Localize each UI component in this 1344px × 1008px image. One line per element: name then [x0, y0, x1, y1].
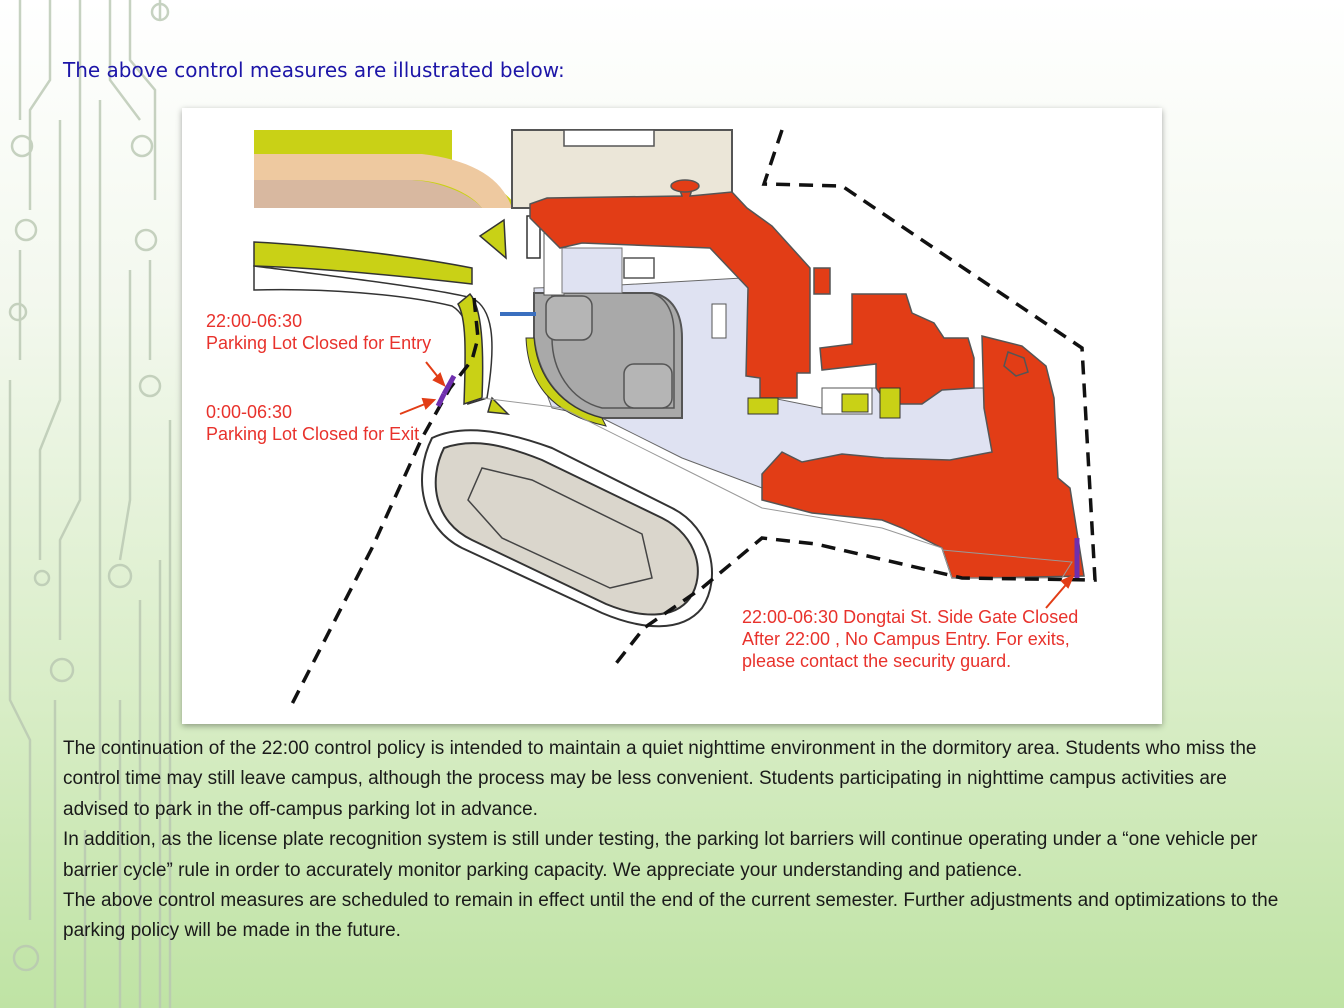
page-heading: The above control measures are illustrated below: [63, 58, 565, 82]
top-left-field [254, 130, 517, 208]
paragraph-1: The continuation of the 22:00 control policy is intended to maintain a quiet nighttime environment in the dormitory area. Students who miss the control time may still leave campus, although the process may be less convenient. Students participating in nighttime campus activities are advised to park in the off-campus parking lot in advance. [63, 738, 1257, 820]
exit-closure-text: Parking Lot Closed for Exit [206, 424, 420, 444]
side-gate-line1: 22:00-06:30 Dongtai St. Side Gate Closed [742, 607, 1079, 627]
entry-closure-time: 22:00-06:30 [206, 311, 303, 331]
paragraph-2: In addition, as the license plate recognition system is still under testing, the parking lot barriers will continue operating under a “one vehicle per barrier cycle” rule in order to accurately monitor parking capacity. We appreciate your understanding and patience. [63, 829, 1258, 881]
exit-closure-label [206, 401, 419, 445]
entry-closure-label [206, 310, 431, 354]
policy-text [63, 734, 1293, 947]
paragraph-3: The above control measures are scheduled to remain in effect until the end of the current semester. Further adjustments and optimizations to the parking policy will be made in the future. [63, 890, 1279, 942]
side-gate-line2: After 22:00 , No Campus Entry. For exits, [742, 629, 1070, 649]
exit-closure-time: 0:00-06:30 [206, 402, 293, 422]
exit-barrier [438, 394, 444, 406]
side-gate-line3: please contact the security guard. [742, 651, 1012, 671]
running-track [422, 430, 712, 626]
entry-closure-text: Parking Lot Closed for Entry [206, 333, 432, 353]
campus-map [182, 108, 1162, 724]
side-gate-label [742, 606, 1078, 672]
